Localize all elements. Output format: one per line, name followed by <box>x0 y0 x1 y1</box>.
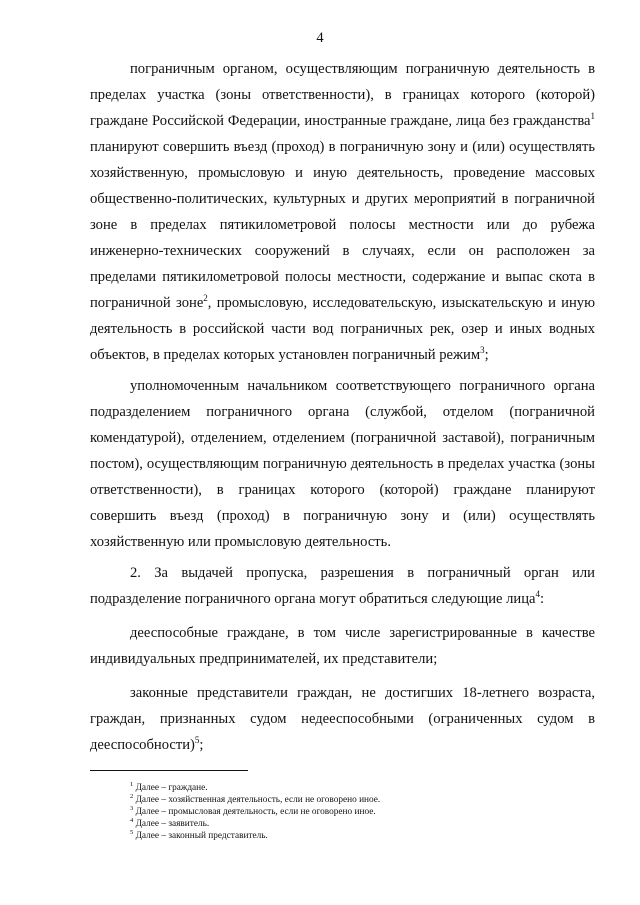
footnotes <box>130 782 590 842</box>
footnote-text: Далее – заявитель. <box>135 819 210 829</box>
paragraph-legal-representatives <box>90 680 595 758</box>
paragraph-text: 2. За выдачей пропуска, разрешения в пограничный орган или подразделение пограничного органа могут обратиться следующие лица <box>90 565 595 607</box>
footnote-mark: 1 <box>130 780 134 788</box>
paragraph-border-authority <box>90 56 595 368</box>
footnote <box>130 818 590 830</box>
paragraph-text: ; <box>484 347 489 363</box>
footnote-ref-4: 4 <box>535 589 541 600</box>
footnote-ref-1: 1 <box>590 111 595 122</box>
footnote-text: Далее – законный представитель. <box>135 831 268 841</box>
footnote-ref-3: 3 <box>480 345 485 356</box>
footnote-ref-2: 2 <box>203 293 208 304</box>
paragraph-text: законные представители граждан, не достигших 18-летнего возраста, граждан, признанных судом недееспособными (ограниченных судом в дееспособности) <box>90 685 595 753</box>
footnote <box>130 782 590 794</box>
paragraph-text: , промысловую, исследовательскую, изыскательскую и иную деятельность в российской части вод пограничных рек, озер и иных водных объектов, в пределах которых установлен пограничный режим <box>90 295 595 363</box>
paragraph-text: планируют совершить въезд (проход) в пограничную зону и (или) осуществлять хозяйственную, промысловую и иную деятельность, проведение массовых общественно-политических, культурных и других мероприятий в пограничной зоне в пределах пятикилометровой полосы местности или до рубежа инженерно-технических сооружений в случаях, если он расположен за пределами пятикилометровой полосы местности, содержание и выпас скота в пограничной зоне <box>90 139 595 311</box>
footnote-text: Далее – промысловая деятельность, если не оговорено иное. <box>135 807 376 817</box>
document-body <box>90 56 595 758</box>
paragraph-applicants <box>90 560 595 612</box>
page-number: 4 <box>316 30 324 46</box>
footnote-mark: 4 <box>130 816 134 824</box>
paragraph-text: ; <box>199 737 204 753</box>
footnote <box>130 794 590 806</box>
paragraph-capable-citizens: дееспособные граждане, в том числе зарегистрированные в качестве индивидуальных предпринимателей, их представители; <box>90 625 595 667</box>
footnote-divider <box>90 770 248 771</box>
footnote-ref-5: 5 <box>194 735 200 746</box>
paragraph-text: : <box>540 591 545 607</box>
footnote <box>130 830 590 842</box>
paragraph-subdivision: уполномоченным начальником соответствующего пограничного органа подразделением пограничного органа (службой, отделом (пограничной комендатурой), отделением, отделением (пограничной заставой), пограничным постом), осуществляющим пограничную деятельность в пределах участка (зоны ответственности), в границах которого (которой) граждане планируют совершить въезд (проход) в пограничную зону и (или) осуществлять хозяйственную или промысловую деятельность. <box>90 378 595 550</box>
footnote-mark: 3 <box>130 804 134 812</box>
footnote-mark: 5 <box>130 828 134 836</box>
footnote <box>130 806 590 818</box>
paragraph-text: пограничным органом, осуществляющим пограничную деятельность в пределах участка (зоны ответственности), в границах которого (которой) граждане Российской Федерации, иностранные граждане, лица без гражданства <box>90 61 595 129</box>
footnote-text: Далее – граждане. <box>135 783 208 793</box>
footnote-text: Далее – хозяйственная деятельность, если не оговорено иное. <box>135 795 381 805</box>
footnote-mark: 2 <box>130 792 134 800</box>
